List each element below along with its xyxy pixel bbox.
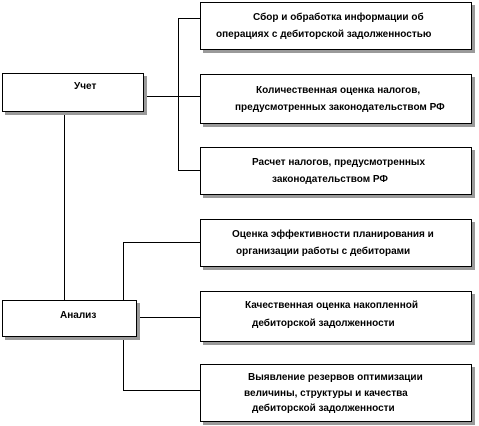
box-quantitative-tax-assessment-line1: Количественная оценка налогов, [256,85,421,96]
connector-uchet-branch-3 [178,170,200,171]
box-optimization-reserves-line2: величины, структуры и качества [244,388,408,399]
box-quantitative-tax-assessment [200,74,472,124]
box-uchet-label: Учет [74,81,97,92]
box-analiz-label: Анализ [60,310,97,321]
box-quantitative-tax-assessment-line2: предусмотренных законодательством РФ [235,102,445,113]
box-optimization-reserves [200,364,472,422]
box-efficiency-assessment [200,219,472,267]
box-qualitative-assessment-line1: Качественная оценка накопленной [245,300,419,311]
connector-analiz-branch-3 [123,390,200,391]
box-qualitative-assessment-line2: дебиторской задолженности [252,318,395,329]
box-data-collection-line1: Сбор и обработка информации об [253,12,424,23]
box-tax-calculation-line2: законодательством РФ [272,174,388,185]
box-optimization-reserves-line1: Выявление резервов оптимизации [248,372,423,383]
connector-uchet-branch-2 [144,96,200,97]
box-qualitative-assessment [200,291,472,342]
box-tax-calculation [200,147,472,195]
box-data-collection [200,2,472,50]
box-efficiency-assessment-line1: Оценка эффективности планирования и [232,229,434,240]
box-optimization-reserves-line3: дебиторской задолженности [252,403,395,414]
connector-uchet-vertical [178,18,179,171]
box-efficiency-assessment-line2: организации работы с дебиторами [236,246,411,257]
box-data-collection-line2-text: операциях с дебиторской задолженностью [216,29,432,40]
connector-uchet-analiz [64,112,65,300]
connector-analiz-branch-2 [137,317,200,318]
box-analiz [2,300,137,337]
box-tax-calculation-line1: Расчет налогов, предусмотренных [252,157,426,168]
box-uchet [2,73,144,112]
connector-analiz-branch-1 [123,242,200,243]
connector-uchet-branch-1 [178,18,200,19]
